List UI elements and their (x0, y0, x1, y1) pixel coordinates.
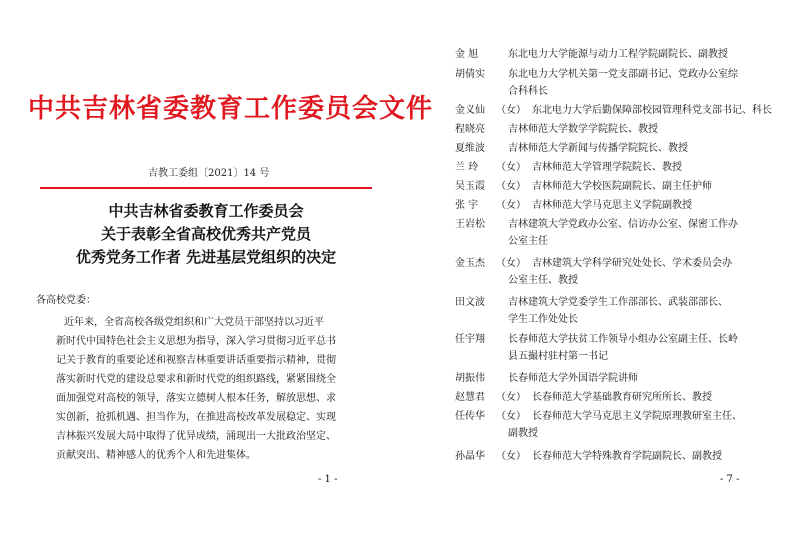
body-line: 吉林振兴发展大局中取得了优异成绩，涌现出一大批政治坚定、 (56, 431, 336, 442)
honoree-name: 兰 玲 (455, 162, 479, 173)
heading-line-3: 优秀党务工作者 先进基层党组织的决定 (75, 248, 337, 266)
honoree-title-continued: 公室主任、教授 (508, 275, 578, 286)
honoree-name: 夏维波 (455, 143, 485, 154)
body-line: 实创新，抢抓机遇、担当作为，在推进高校改革发展稳定、实现 (56, 412, 336, 423)
honoree-title-continued: 副教授 (508, 428, 538, 439)
honoree-name: 任宇翔 (455, 334, 485, 345)
body-line: 新时代中国特色社会主义思想为指导，深入学习贯彻习近平总书 (56, 336, 336, 347)
honoree-name: 程晓亮 (455, 124, 485, 135)
honoree-title: 东北电力大学能源与动力工程学院副院长、副教授 (508, 49, 728, 60)
honoree-gender: （女） (496, 258, 526, 269)
honoree-title-continued: 县五撮村驻村第一书记 (508, 351, 608, 362)
honoree-gender: （女） (496, 392, 526, 403)
honoree-title: 东北电力大学机关第一党支部副书记、党政办公室综 (508, 69, 738, 80)
honoree-name: 赵慧君 (455, 392, 485, 403)
body-line: 贡献突出、精神感人的优秀个人和先进集体。 (56, 450, 256, 461)
honoree-title: 吉林师范大学数学学院院长、教授 (508, 124, 658, 135)
honoree-title: 长春师范大学基础教育研究所所长、教授 (532, 392, 712, 403)
honoree-title: 长春师范大学外国语学院讲师 (508, 373, 638, 384)
honoree-title: 吉林建筑大学党委学生工作部部长、武装部部长、 (508, 297, 728, 308)
red-header-title: 中共吉林省委教育工作委员会文件 (28, 94, 434, 124)
page-number-right: - 7 - (720, 474, 740, 485)
page-number-left: - 1 - (318, 474, 338, 485)
honoree-name: 张 宇 (455, 200, 479, 211)
honoree-name: 吴玉霞 (455, 181, 485, 192)
honoree-name: 金玉杰 (455, 258, 485, 269)
body-line: 落实新时代党的建设总要求和新时代党的组织路线，紧紧围绕全 (56, 374, 336, 385)
honoree-name: 王岩松 (455, 219, 485, 230)
honoree-title: 吉林师范大学校医院副院长、副主任护师 (532, 181, 712, 192)
honoree-gender: （女） (496, 451, 526, 462)
honoree-name: 胡倩实 (455, 69, 485, 80)
honoree-title: 吉林师范大学管理学院院长、教授 (532, 162, 682, 173)
honoree-gender: （女） (496, 162, 526, 173)
honoree-name: 金义仙 (455, 105, 485, 116)
body-line: 记关于教育的重要论述和视察吉林重要讲话重要指示精神，贯彻 (56, 355, 336, 366)
honoree-gender: （女） (496, 200, 526, 211)
honoree-name: 田文波 (455, 297, 485, 308)
honoree-title: 吉林师范大学新闻与传播学院院长、教授 (508, 143, 688, 154)
honoree-gender: （女） (496, 411, 526, 422)
honoree-title-continued: 学生工作处处长 (508, 314, 578, 325)
honoree-title: 吉林建筑大学党政办公室、信访办公室、保密工作办 (508, 219, 738, 230)
heading-line-1: 中共吉林省委教育工作委员会 (108, 202, 304, 220)
honoree-title: 东北电力大学后勤保障部校园管理科党支部书记、科长 (532, 105, 772, 116)
honoree-title: 长春师范大学扶贫工作领导小组办公室副主任、长岭 (508, 334, 738, 345)
addressee: 各高校党委： (36, 295, 96, 306)
honoree-name: 金 旭 (455, 49, 479, 60)
body-line: 近年来，全省高校各级党组织和广大党员干部坚持以习近平 (64, 317, 324, 328)
honoree-title-continued: 合科科长 (508, 86, 548, 97)
body-line: 面加强党对高校的领导，落实立德树人根本任务，解放思想、求 (56, 393, 336, 404)
honoree-title: 长春师范大学马克思主义学院原理教研室主任、 (532, 411, 742, 422)
heading-line-2: 关于表彰全省高校优秀共产党员 (100, 225, 311, 243)
document-number: 吉教工委组〔2021〕14 号 (148, 168, 270, 179)
honoree-name: 孙晶华 (455, 451, 485, 462)
honoree-name: 任传华 (455, 411, 485, 422)
honoree-title: 吉林建筑大学科学研究处处长、学术委员会办 (532, 258, 732, 269)
honoree-title: 长春师范大学特殊教育学院副院长、副教授 (532, 451, 722, 462)
honoree-title: 吉林师范大学马克思主义学院副教授 (532, 200, 692, 211)
honoree-gender: （女） (496, 105, 526, 116)
honoree-gender: （女） (496, 181, 526, 192)
red-divider-line (40, 187, 372, 189)
honoree-name: 胡振伟 (455, 373, 485, 384)
honoree-title-continued: 公室主任 (508, 236, 548, 247)
